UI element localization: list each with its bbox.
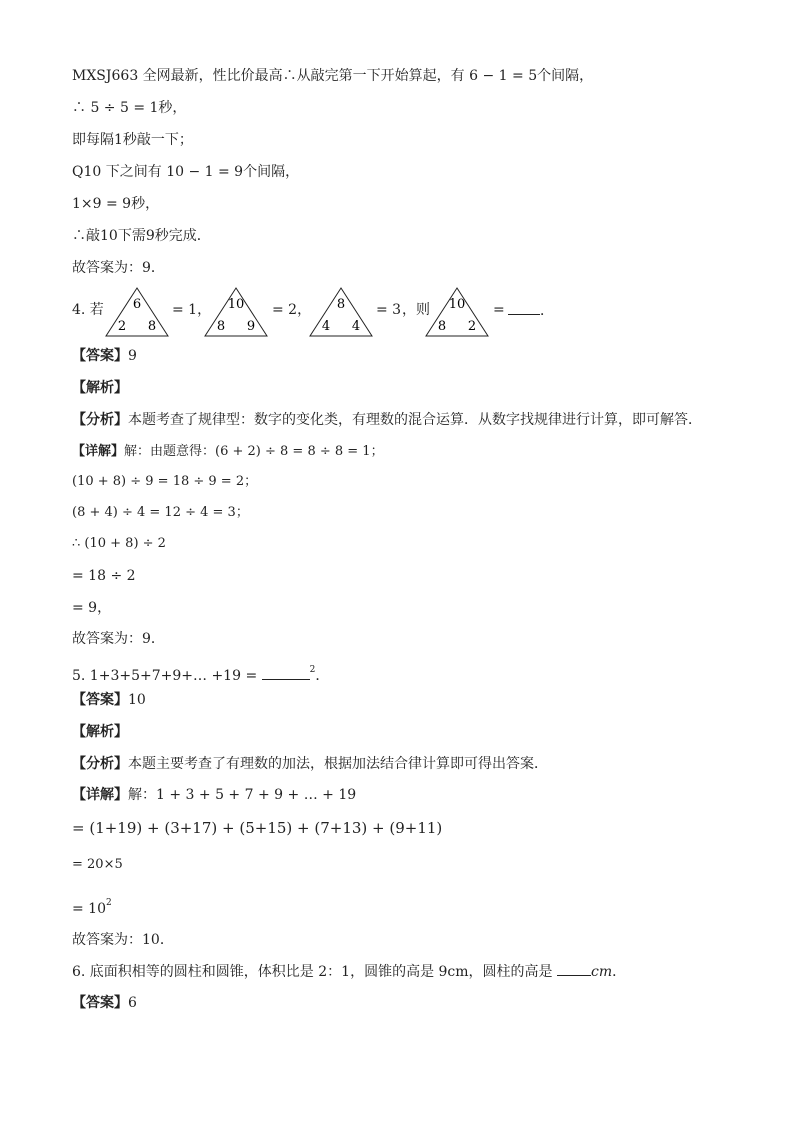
q6-unit: cm xyxy=(591,964,613,980)
triangle-2-right: 9 xyxy=(246,319,256,334)
q4-detail-7: 故答案为：9． xyxy=(72,631,165,647)
triangle-3 xyxy=(308,286,374,338)
text-line-2: ∴ 5 ÷ 5 = 1秒， xyxy=(72,100,187,116)
triangle-3-right: 4 xyxy=(351,319,361,334)
text-line-6: ∴敲10下需9秒完成． xyxy=(72,228,211,244)
q4-blank-wrap xyxy=(508,300,554,321)
q4-prefix: 4. 若 xyxy=(72,302,104,318)
q4-detail-4: ∴ (10 + 8) ÷ 2 xyxy=(72,536,166,551)
q4-detail-2: (10 + 8) ÷ 9 = 18 ÷ 9 = 2； xyxy=(72,474,258,489)
triangle-3-left: 4 xyxy=(321,319,331,334)
triangle-2 xyxy=(203,286,269,338)
text-line-4: Q10 下之间有 10 − 1 = 9个间隔， xyxy=(72,164,300,180)
triangle-1-left: 2 xyxy=(117,319,127,334)
triangle-4 xyxy=(424,286,490,338)
triangle-1-result: = 1， xyxy=(172,302,212,318)
q6-stem-line xyxy=(72,961,626,982)
q5-detail-5: 故答案为：10． xyxy=(72,932,174,948)
triangle-4-right: 2 xyxy=(467,319,477,334)
q5-analysis: 【分析】本题主要考查了有理数的加法，根据加法结合律计算即可得出答案． xyxy=(72,756,548,772)
triangle-3-result: = 3 xyxy=(376,302,402,318)
q6-answer-blank xyxy=(557,961,591,976)
text-line-5: 1×9 = 9秒， xyxy=(72,196,160,212)
q5-answer: 【答案】10 xyxy=(72,692,146,708)
text-line-1: MXSJ663 全网最新，性比价最高∴从敲完第一下开始算起，有 6 − 1 = 5个间隔， xyxy=(72,68,594,84)
q4-detail-3: (8 + 4) ÷ 4 = 12 ÷ 4 = 3； xyxy=(72,505,249,520)
q5-exponent: 2 xyxy=(309,665,316,675)
q5-detail-4-line xyxy=(72,893,112,919)
triangle-2-top: 10 xyxy=(227,297,245,312)
q5-end: ． xyxy=(315,668,330,684)
q6-stem: 6. 底面积相等的圆柱和圆锥，体积比是 2：1，圆锥的高是 9cm，圆柱的高是 xyxy=(72,964,553,980)
triangle-2-result: = 2， xyxy=(272,302,312,318)
q5-detail-1: 【详解】解：1 + 3 + 5 + 7 + 9 + … + 19 xyxy=(72,787,357,803)
q5-detail-4-exponent: 2 xyxy=(106,898,112,908)
triangle-1 xyxy=(104,286,170,338)
text-line-7: 故答案为：9． xyxy=(72,260,165,276)
q4-detail-1: 【详解】解：由题意得：(6 + 2) ÷ 8 = 8 ÷ 8 = 1； xyxy=(72,444,384,459)
q5-stem: 5. 1+3+5+7+9+… +19 = xyxy=(72,668,258,684)
text-line-3: 即每隔1秒敲一下； xyxy=(72,132,193,148)
q5-answer-blank xyxy=(262,665,310,680)
q4-detail-5: = 18 ÷ 2 xyxy=(72,568,136,584)
triangle-3-top: 8 xyxy=(336,297,346,312)
q4-jiexi: 【解析】 xyxy=(72,380,128,396)
q4-answer: 【答案】9 xyxy=(72,348,137,364)
q4-answer-blank xyxy=(508,300,540,315)
q5-detail-4: = 10 xyxy=(72,901,106,917)
q5-jiexi: 【解析】 xyxy=(72,724,128,740)
q4-detail-6: = 9， xyxy=(72,600,112,616)
q5-detail-3: = 20×5 xyxy=(72,857,123,872)
triangle-4-result: = xyxy=(493,302,505,318)
q6-end: ． xyxy=(612,964,627,980)
triangle-1-right: 8 xyxy=(147,319,157,334)
triangle-1-top: 6 xyxy=(132,297,142,312)
triangle-4-top: 10 xyxy=(448,297,466,312)
q5-detail-2: = (1+19) + (3+17) + (5+15) + (7+13) + (9+11) xyxy=(72,819,443,837)
triangle-4-left: 8 xyxy=(437,319,447,334)
q6-answer: 【答案】6 xyxy=(72,995,137,1011)
q5-stem-line xyxy=(72,660,329,686)
q4-end: ． xyxy=(540,303,554,319)
q4-then: ，则 xyxy=(402,302,430,318)
q4-analysis: 【分析】本题考查了规律型：数字的变化类，有理数的混合运算．从数字找规律进行计算，即可解答． xyxy=(72,412,702,428)
triangle-2-left: 8 xyxy=(216,319,226,334)
